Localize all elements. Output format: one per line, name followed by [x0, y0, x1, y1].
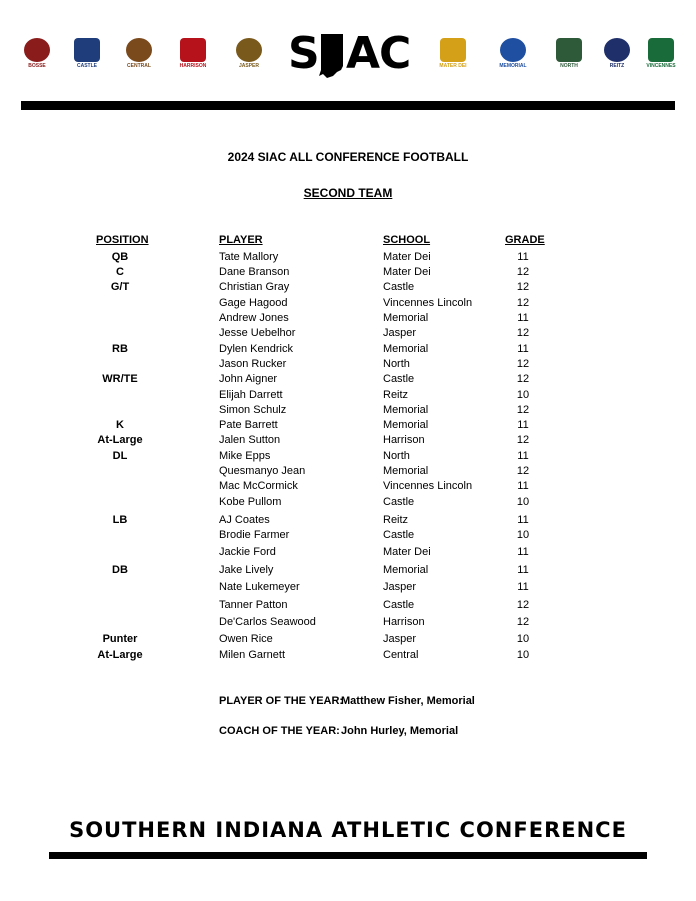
cell-grade: 12: [516, 358, 530, 370]
cell-grade: 12: [516, 465, 530, 477]
award-value: John Hurley, Memorial: [341, 725, 459, 737]
cell-grade: 11: [517, 564, 529, 576]
siac-logo-ac: AC: [346, 28, 411, 79]
cell-school: Castle: [383, 529, 415, 541]
page-subtitle: SECOND TEAM: [303, 186, 393, 200]
logo-mark: [556, 38, 582, 62]
cell-school: Memorial: [383, 404, 429, 416]
coach-of-the-year: [219, 725, 458, 737]
table-row: [0, 419, 696, 435]
spartan-logo-icon: [172, 38, 214, 78]
logo-caption: CENTRAL: [127, 63, 151, 69]
cell-position: WR/TE: [102, 373, 138, 385]
cell-grade: 12: [516, 297, 530, 309]
cell-grade: 11: [517, 251, 529, 263]
cell-player: Nate Lukemeyer: [219, 581, 300, 593]
cell-player: John Aigner: [219, 373, 278, 385]
cell-school: Reitz: [383, 514, 409, 526]
award-label: COACH OF THE YEAR:: [219, 725, 340, 737]
cell-grade: 11: [517, 546, 529, 558]
cell-school: Memorial: [383, 465, 429, 477]
cell-position: QB: [111, 251, 129, 263]
table-row: [0, 281, 696, 297]
cell-grade: 10: [516, 389, 530, 401]
table-row: [0, 581, 696, 597]
logo-caption: JASPER: [238, 63, 259, 69]
cell-grade: 12: [516, 327, 530, 339]
cell-school: Reitz: [383, 389, 409, 401]
cell-grade: 11: [517, 312, 529, 324]
cell-school: Mater Dei: [383, 266, 431, 278]
cell-player: Jalen Sutton: [219, 434, 281, 446]
cell-grade: 12: [516, 404, 530, 416]
cell-grade: 11: [517, 419, 529, 431]
cell-grade: 10: [516, 649, 530, 661]
cell-grade: 11: [517, 480, 529, 492]
cell-school: Vincennes Lincoln: [383, 297, 473, 309]
cell-player: Elijah Darrett: [219, 389, 283, 401]
logo-mark: [24, 38, 50, 62]
cell-position: LB: [112, 514, 128, 526]
cell-position: RB: [112, 343, 128, 355]
award-label: PLAYER OF THE YEAR:: [219, 695, 344, 707]
column-header-player: PLAYER: [219, 234, 263, 246]
cell-player: Simon Schulz: [219, 404, 287, 416]
cell-player: Owen Rice: [219, 633, 273, 645]
cell-position: K: [116, 419, 124, 431]
cell-position: C: [116, 266, 124, 278]
cell-school: Castle: [383, 281, 415, 293]
table-row: [0, 312, 696, 328]
logo-mark: [126, 38, 152, 62]
table-row: [0, 358, 696, 374]
cell-school: Memorial: [383, 312, 429, 324]
cell-school: Castle: [383, 373, 415, 385]
logo-mark: [74, 38, 100, 62]
logo-mark: [648, 38, 674, 62]
cell-player: De'Carlos Seawood: [219, 616, 316, 628]
cell-grade: 12: [516, 616, 530, 628]
table-row: [0, 251, 696, 267]
cell-school: North: [383, 450, 410, 462]
column-header-grade: GRADE: [505, 234, 545, 246]
cell-player: Jesse Uebelhor: [219, 327, 296, 339]
cell-player: Dylen Kendrick: [219, 343, 293, 355]
cell-grade: 12: [516, 266, 530, 278]
logo-mark: [500, 38, 526, 62]
table-row: [0, 266, 696, 282]
table-row: [0, 373, 696, 389]
logo-caption: NORTH: [560, 63, 578, 69]
table-row: [0, 633, 696, 649]
cell-school: Jasper: [383, 581, 417, 593]
cell-position: DL: [112, 450, 128, 462]
table-row: [0, 297, 696, 313]
logo-caption: CASTLE: [77, 63, 97, 69]
logo-caption: HARRISON: [179, 63, 207, 69]
cell-grade: 12: [516, 434, 530, 446]
bulldog-logo-icon: [16, 38, 58, 78]
cell-grade: 11: [517, 343, 529, 355]
page-title: 2024 SIAC ALL CONFERENCE FOOTBALL: [227, 150, 469, 164]
knight-logo-icon: [66, 38, 108, 78]
cell-player: Mike Epps: [219, 450, 271, 462]
logo-caption: REITZ: [609, 63, 625, 69]
cell-school: Mater Dei: [383, 546, 431, 558]
player-of-the-year: [219, 695, 475, 707]
bear-logo-icon: [118, 38, 160, 78]
table-row: [0, 616, 696, 632]
cell-school: Jasper: [383, 327, 417, 339]
table-row: [0, 480, 696, 496]
cell-player: Dane Branson: [219, 266, 290, 278]
bottom-divider: [49, 852, 647, 859]
logo-mark: [236, 38, 262, 62]
table-row: [0, 465, 696, 481]
cell-player: Mac McCormick: [219, 480, 298, 492]
table-row: [0, 434, 696, 450]
cell-grade: 12: [516, 373, 530, 385]
cell-school: Central: [383, 649, 419, 661]
v-logo-icon: [640, 38, 682, 78]
cell-player: Andrew Jones: [219, 312, 289, 324]
logo-caption: MEMORIAL: [499, 63, 527, 69]
top-divider: [21, 101, 675, 110]
logo-caption: VINCENNES: [646, 63, 676, 69]
cell-grade: 11: [517, 514, 529, 526]
column-header-position: POSITION: [96, 234, 149, 246]
husky-logo-icon: [548, 38, 590, 78]
table-row: [0, 529, 696, 545]
cell-player: Kobe Pullom: [219, 496, 282, 508]
award-value: Matthew Fisher, Memorial: [341, 695, 475, 707]
table-row: [0, 546, 696, 562]
cell-grade: 11: [517, 581, 529, 593]
table-row: [0, 496, 696, 512]
cell-school: Memorial: [383, 564, 429, 576]
cell-school: Castle: [383, 496, 415, 508]
siac-logo: [288, 28, 412, 82]
cell-position: DB: [112, 564, 128, 576]
cell-position: Punter: [102, 633, 138, 645]
cell-school: Memorial: [383, 419, 429, 431]
table-row: [0, 649, 696, 665]
cell-player: Quesmanyo Jean: [219, 465, 306, 477]
logo-mark: [604, 38, 630, 62]
cell-player: Milen Garnett: [219, 649, 286, 661]
cell-grade: 12: [516, 281, 530, 293]
m-logo-icon: [492, 38, 534, 78]
cell-school: Harrison: [383, 616, 425, 628]
logo-caption: MATER DEI: [439, 63, 467, 69]
footer-conference-name: SOUTHERN INDIANA ATHLETIC CONFERENCE: [69, 818, 627, 842]
cell-school: Memorial: [383, 343, 429, 355]
cell-grade: 10: [516, 529, 530, 541]
table-row: [0, 514, 696, 530]
cell-grade: 12: [516, 599, 530, 611]
md-logo-icon: [432, 38, 474, 78]
cell-grade: 10: [516, 633, 530, 645]
table-row: [0, 389, 696, 405]
cell-school: North: [383, 358, 410, 370]
cell-school: Mater Dei: [383, 251, 431, 263]
cell-player: Tanner Patton: [219, 599, 288, 611]
table-row: [0, 450, 696, 466]
logo-caption: BOSSE: [28, 63, 46, 69]
logo-mark: [180, 38, 206, 62]
cell-school: Harrison: [383, 434, 425, 446]
table-row: [0, 343, 696, 359]
cell-school: Jasper: [383, 633, 417, 645]
table-row: [0, 564, 696, 580]
cell-school: Castle: [383, 599, 415, 611]
jaguar-logo-icon: [228, 38, 270, 78]
indiana-state-icon: [319, 34, 345, 78]
cell-player: Christian Gray: [219, 281, 290, 293]
cell-player: Gage Hagood: [219, 297, 288, 309]
cell-grade: 11: [517, 450, 529, 462]
cell-player: Tate Mallory: [219, 251, 279, 263]
cell-school: Vincennes Lincoln: [383, 480, 473, 492]
cell-player: AJ Coates: [219, 514, 270, 526]
cell-position: At-Large: [97, 434, 143, 446]
siac-logo-s: S: [288, 28, 319, 79]
cell-grade: 10: [516, 496, 530, 508]
column-header-school: SCHOOL: [383, 234, 431, 246]
cell-player: Jake Lively: [219, 564, 274, 576]
logo-mark: [440, 38, 466, 62]
table-row: [0, 599, 696, 615]
cell-position: At-Large: [97, 649, 143, 661]
table-row: [0, 327, 696, 343]
cell-player: Pate Barrett: [219, 419, 278, 431]
cell-player: Brodie Farmer: [219, 529, 290, 541]
cell-player: Jason Rucker: [219, 358, 287, 370]
r-logo-icon: [596, 38, 638, 78]
cell-position: G/T: [110, 281, 130, 293]
header: [0, 0, 696, 110]
cell-player: Jackie Ford: [219, 546, 276, 558]
table-row: [0, 404, 696, 420]
